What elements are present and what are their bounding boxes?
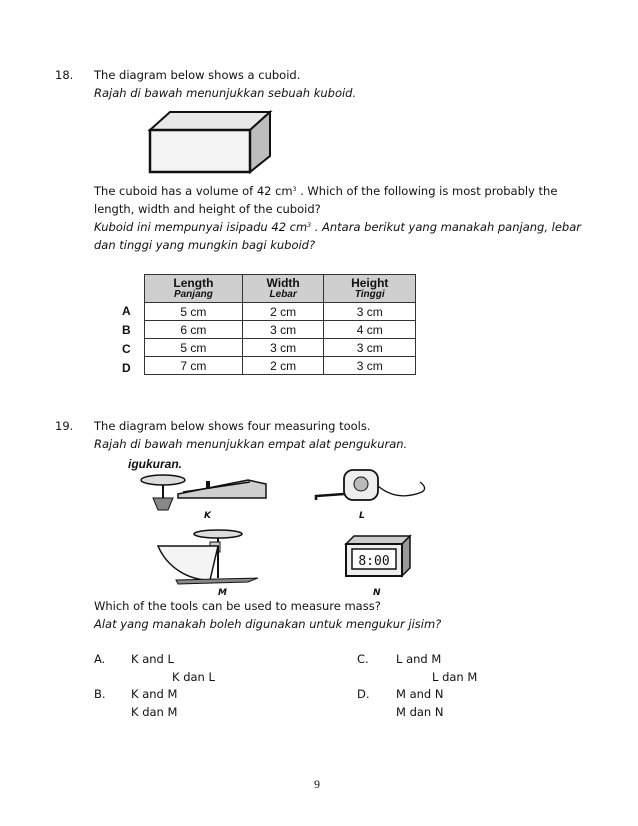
option-c-ms: L dan M <box>432 670 478 684</box>
option-a-letter: A. <box>94 652 106 666</box>
q18-body-ms-2: dan tinggi yang mungkin bagi kuboid? <box>94 238 316 252</box>
cell-length: 6 cm <box>145 321 243 339</box>
q18-stem-ms: Rajah di bawah menunjukkan sebuah kuboid. <box>94 86 357 100</box>
option-a-ms: K dan L <box>172 670 215 684</box>
cell-height: 4 cm <box>324 321 416 339</box>
table-row <box>145 321 416 339</box>
cuboid-diagram <box>140 100 280 180</box>
cell-length: 5 cm <box>145 339 243 357</box>
table-row <box>145 303 416 321</box>
q18-body-ms-1: Kuboid ini mempunyai isipadu 42 $cm^3$ . Antara berikut yang manakah panjang, lebar <box>94 220 582 234</box>
q18-body-en-1: The cuboid has a volume of 42 $cm^3$ . Which of the following is most probably the <box>94 184 558 198</box>
option-c-en: L and M <box>396 652 442 666</box>
table-row <box>145 357 416 375</box>
option-b-letter: B. <box>94 687 106 701</box>
cell-width: 3 cm <box>242 321 324 339</box>
q19-number: 19. <box>55 419 74 433</box>
q18-body-en-2: length, width and height of the cuboid? <box>94 202 321 216</box>
q18-number: 18. <box>55 68 74 82</box>
option-a-en: K and L <box>131 652 174 666</box>
row-label-d: D <box>122 361 131 375</box>
tape-measure-icon <box>312 468 432 508</box>
clock-display: 8:00 <box>358 554 390 569</box>
cell-width: 2 cm <box>242 357 324 375</box>
kitchen-scale-icon <box>148 528 258 586</box>
option-d-ms: M dan N <box>396 705 444 719</box>
header-width: Width Lebar <box>242 275 324 303</box>
q19-stem-ms: Rajah di bawah menunjukkan empat alat pengukuran. <box>94 437 408 451</box>
tool-label-k: K <box>204 511 211 521</box>
row-label-b: B <box>122 323 131 337</box>
cell-width: 2 cm <box>242 303 324 321</box>
cell-length: 5 cm <box>145 303 243 321</box>
row-label-c: C <box>122 342 131 356</box>
cell-height: 3 cm <box>324 339 416 357</box>
table-header-row <box>145 275 416 303</box>
option-c-letter: C. <box>357 652 369 666</box>
header-length: Length Panjang <box>145 275 243 303</box>
cell-length: 7 cm <box>145 357 243 375</box>
digital-clock-icon <box>340 532 420 582</box>
tool-label-m: M <box>218 588 227 598</box>
q19-question-ms: Alat yang manakah boleh digunakan untuk mengukur jisim? <box>94 617 442 631</box>
option-b-ms: K dan M <box>131 705 178 719</box>
option-d-letter: D. <box>357 687 370 701</box>
q19-question-en: Which of the tools can be used to measure mass? <box>94 599 381 613</box>
dimensions-table <box>144 274 416 375</box>
q19-stem-en: The diagram below shows four measuring tools. <box>94 419 371 433</box>
header-height: Height Tinggi <box>324 275 416 303</box>
cropped-caption: igukuran. <box>128 457 183 471</box>
option-b-en: K and M <box>131 687 178 701</box>
cell-height: 3 cm <box>324 303 416 321</box>
cell-width: 3 cm <box>242 339 324 357</box>
table-row <box>145 339 416 357</box>
tool-label-n: N <box>373 588 381 598</box>
page-number: 9 <box>314 777 320 791</box>
row-label-a: A <box>122 304 131 318</box>
tool-label-l: L <box>359 511 365 521</box>
cell-height: 3 cm <box>324 357 416 375</box>
q18-stem-en: The diagram below shows a cuboid. <box>94 68 301 82</box>
option-d-en: M and N <box>396 687 444 701</box>
